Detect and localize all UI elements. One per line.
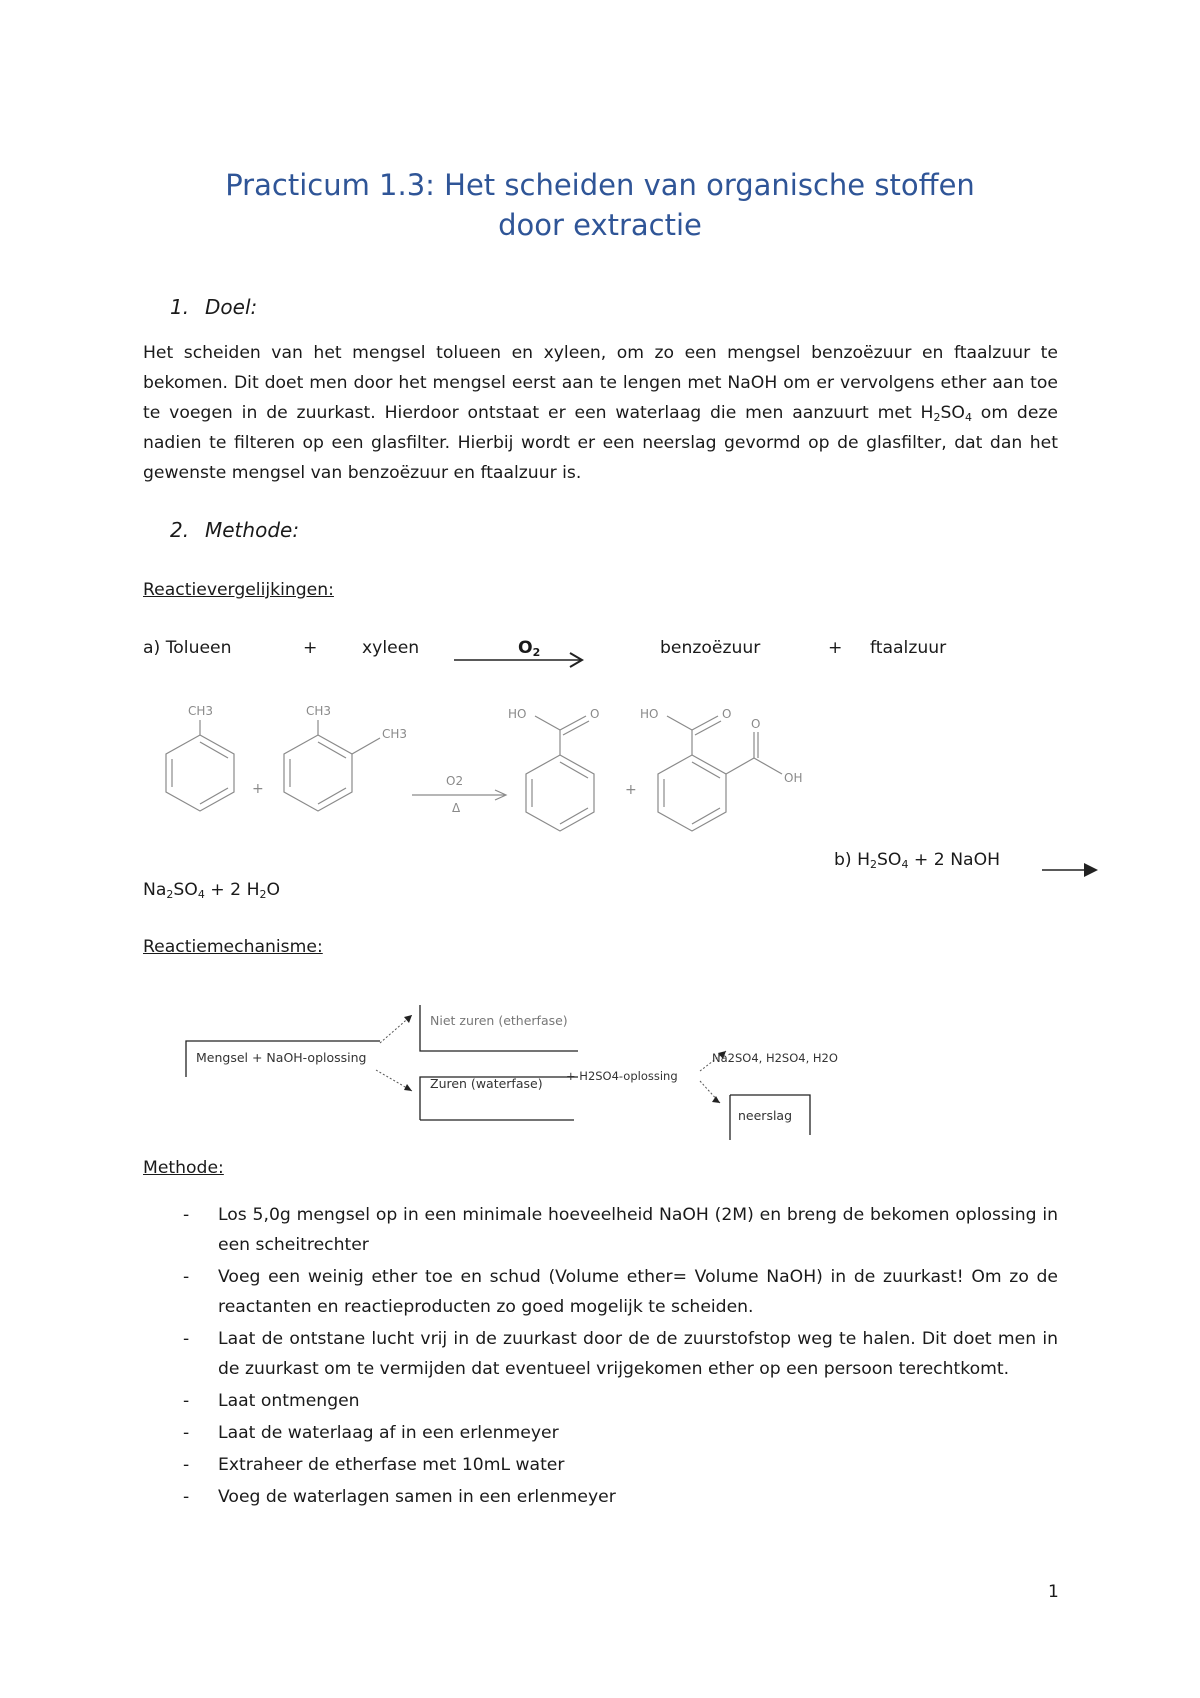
- step-text: Voeg de waterlagen samen in een erlenmeyer: [218, 1487, 616, 1507]
- step-text: Laat de ontstane lucht vrij in de zuurkast door de de zuurstofstop weg te halen. Dit doet men in de zuurkast om te vermijden dat eventueel vrijgekomen ether op een persoon terechtkomt.: [218, 1329, 1058, 1379]
- methode-label: Methode:: [143, 1158, 224, 1178]
- section-title: Doel:: [205, 295, 258, 319]
- rb-p2: 4: [197, 888, 205, 901]
- mechanism-products: Na2SO4, H2SO4, H2O: [712, 1051, 838, 1065]
- rb-label: b) H: [834, 850, 871, 870]
- rb-sub2: 4: [901, 858, 909, 871]
- section-title: Methode:: [205, 518, 300, 542]
- list-dash: -: [183, 1487, 190, 1507]
- toluene-ring: [166, 735, 234, 811]
- reaction-a-arrow-icon: [452, 650, 592, 674]
- reaction-mechanism-diagram: [180, 995, 840, 1145]
- reaction-structures-figure: [150, 690, 830, 840]
- phthalic-oh-label: OH: [784, 771, 803, 785]
- structure-plus-1: +: [252, 781, 264, 797]
- reaction-a-benzoezuur: benzoëzuur: [660, 638, 761, 658]
- rb-p1: 2: [166, 888, 174, 901]
- mechanism-start-label: Mengsel + NaOH-oplossing: [196, 1050, 367, 1065]
- phthalic-acid-ring: [658, 755, 726, 831]
- list-dash: -: [183, 1455, 190, 1475]
- phthalic-ho-label: HO: [640, 707, 659, 721]
- list-dash: -: [183, 1423, 190, 1443]
- doel-sub1: 2: [933, 411, 941, 424]
- reaction-a-ftaalzuur: ftaalzuur: [870, 638, 947, 658]
- list-dash: -: [183, 1391, 190, 1411]
- rb-sub1: 2: [870, 858, 878, 871]
- rb-so: SO: [877, 850, 902, 870]
- step-text: Laat ontmengen: [218, 1391, 360, 1411]
- section-number: 2.: [170, 518, 190, 542]
- mechanism-reagent: + H2SO4-oplossing: [566, 1069, 678, 1083]
- page-number: 1: [1048, 1582, 1059, 1602]
- xylene-ring: [284, 735, 352, 811]
- reactiemechanisme-label: Reactiemechanisme:: [143, 937, 323, 957]
- reaction-a-plus1: +: [303, 638, 318, 658]
- list-item: [183, 1482, 1058, 1512]
- benzoic-acid-ring: [526, 755, 594, 831]
- list-item: [183, 1200, 1058, 1260]
- section-doel-heading: [170, 295, 257, 319]
- reactievergelijkingen-label: Reactievergelijkingen:: [143, 580, 334, 600]
- doel-paragraph: [143, 338, 1058, 488]
- benzoic-ho-label: HO: [508, 707, 527, 721]
- rb-po: O: [266, 880, 281, 900]
- rb-pso: SO: [173, 880, 198, 900]
- arrow-heat-label: Δ: [452, 801, 461, 815]
- mechanism-bottom-box: Zuren (waterfase): [430, 1076, 543, 1091]
- xylene-ch3-label-2: CH3: [382, 727, 408, 741]
- section-methode-heading: [170, 518, 299, 542]
- reaction-b-reactants: [834, 850, 1000, 870]
- document-title-line2: door extractie: [498, 208, 702, 242]
- reaction-a-label: a) Tolueen: [143, 638, 232, 658]
- reaction-b-arrow-icon: [1040, 860, 1102, 880]
- list-item: [183, 1386, 1058, 1416]
- doel-text-end: om deze nadien te filteren op een glasfilter. Hierbij wordt er een neerslag gevormd op de glasfilter, dat dan het gewenste mengsel van benzoëzuur en ftaalzuur is.: [143, 403, 1058, 483]
- reagent-sub: 2: [532, 646, 541, 659]
- step-text: Extraheer de etherfase met 10mL water: [218, 1455, 565, 1475]
- method-steps-list: [183, 1200, 1058, 1514]
- toluene-ch3-label: CH3: [188, 704, 214, 718]
- document-title-line1: Practicum 1.3: Het scheiden van organische stoffen: [225, 168, 975, 202]
- list-dash: -: [183, 1267, 190, 1287]
- step-text: Voeg een weinig ether toe en schud (Volume ether= Volume NaOH) in de zuurkast! Om zo de reactanten en reactieproducten zo goed mogelijk te scheiden.: [218, 1267, 1058, 1317]
- rb-rest: + 2 NaOH: [908, 850, 1001, 870]
- doel-so: SO: [940, 403, 965, 423]
- xylene-ch3-label: CH3: [306, 704, 332, 718]
- section-number: 1.: [170, 295, 190, 319]
- reagent-o: O: [518, 638, 533, 658]
- list-item: [183, 1262, 1058, 1322]
- benzoic-o-label: O: [590, 707, 600, 721]
- phthalic-o2-label: O: [751, 717, 761, 731]
- reaction-b-products: [143, 880, 280, 900]
- step-text: Los 5,0g mengsel op in een minimale hoeveelheid NaOH (2M) en breng de bekomen oplossing in een scheitrechter: [218, 1205, 1058, 1255]
- phthalic-o-label: O: [722, 707, 732, 721]
- reaction-a-xyleen: xyleen: [362, 638, 420, 658]
- list-item: [183, 1418, 1058, 1448]
- mechanism-top-box: Niet zuren (etherfase): [430, 1013, 568, 1028]
- list-item: [183, 1450, 1058, 1480]
- reaction-a-plus2: +: [828, 638, 843, 658]
- rb-prest: + 2 H: [204, 880, 260, 900]
- list-dash: -: [183, 1205, 190, 1225]
- structure-plus-2: +: [625, 782, 637, 798]
- rb-p3: 2: [259, 888, 267, 901]
- step-text: Laat de waterlaag af in een erlenmeyer: [218, 1423, 559, 1443]
- doel-sub2: 4: [964, 411, 972, 424]
- list-item: [183, 1324, 1058, 1384]
- doel-text: Het scheiden van het mengsel tolueen en xyleen, om zo een mengsel benzoëzuur en ftaalzuur te bekomen. Dit doet men door het mengsel eerst aan te lengen met NaOH om er vervolgens ether aan toe te voegen in de zuurkast. Hierdoor ontstaat er een waterlaag die men aanzuurt met H: [143, 343, 1058, 423]
- rb-na: Na: [143, 880, 167, 900]
- list-dash: -: [183, 1329, 190, 1349]
- arrow-o2-label: O2: [446, 774, 464, 788]
- mechanism-precipitate: neerslag: [738, 1108, 793, 1123]
